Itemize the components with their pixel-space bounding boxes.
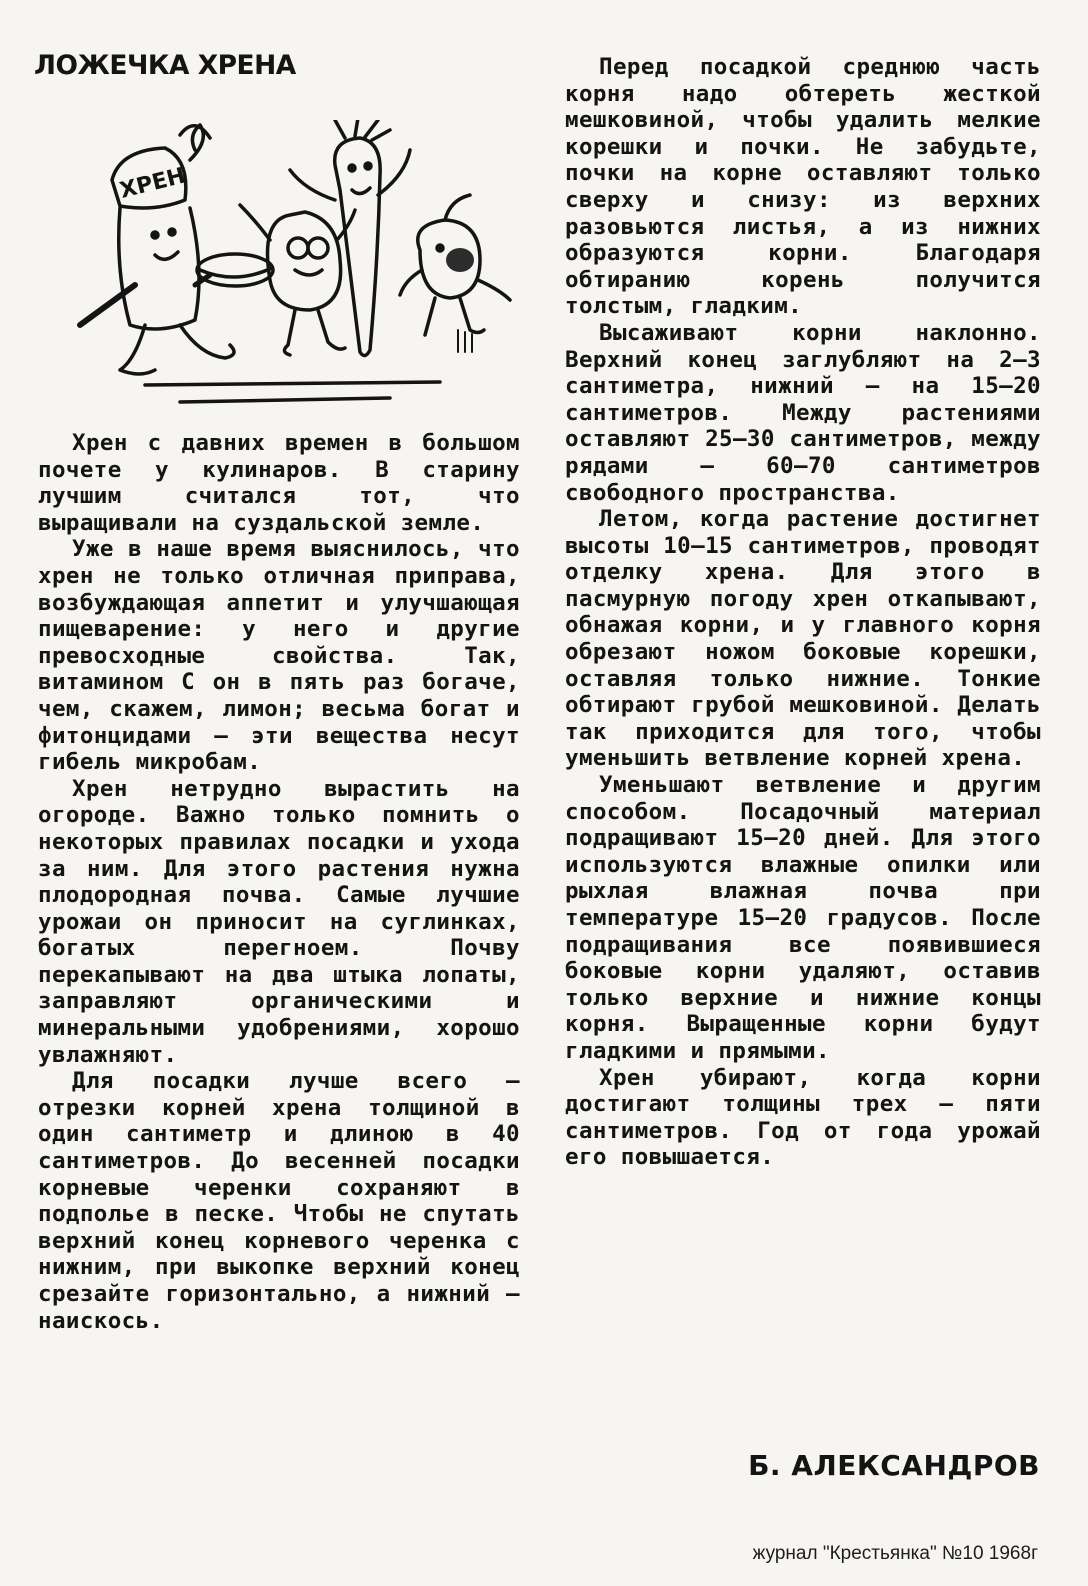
illustration-label: ХРЕН [117,163,189,204]
author-signature: Б. АЛЕКСАНДРОВ [748,1449,1040,1482]
left-column [38,430,520,1334]
spoon-bowl-icon [197,254,273,286]
paragraph: Хрен убирают, когда корни достигают толщины трех — пяти сантиметров. Год от года урожай его повышается. [565,1064,1041,1171]
chef-body-icon [119,208,199,329]
paragraph: Уменьшают ветвление и другим способом. Посадочный материал подращивают 15—20 дней. Для этого используются влажные опилки или рыхлая влажная почва при температуре 15—20 градусов. После подращивания все появившиеся боковые корни удаляют, оставив только верхние и нижние концы корня. Выращенные корни будут гладкими и прямыми. [565,772,1041,1064]
paragraph: Летом, когда растение достигнет высоты 10—15 сантиметров, проводят отделку хрена. Для этого в пасмурную погоду хрен откапывают, обнажая корни, и у главного корня обрезают ножом боковые корешки, оставляя только нижние. Тонкие обтирают грубой мешковиной. Делать так приходится для того, чтобы уменьшить ветвление корней хрена. [565,506,1041,772]
source-caption: журнал "Крестьянка" №10 1968г [752,1543,1038,1564]
paragraph: Высаживают корни наклонно. Верхний конец заглубляют на 2—3 сантиметра, нижний — на 15—20 сантиметров. Между растениями оставляют 25—30 сантиметров, между рядами — 60—70 сантиметров свободного пространства. [565,319,1041,506]
right-column [565,54,1041,1171]
paragraph: Для посадки лучше всего — отрезки корней хрена толщиной в один сантиметр и длиною в 40 сантиметров. До весенней посадки корневые черенки сохраняют в подполье в песке. Чтобы не спутать верхний конец корневого черенка с нижним, при выкопке верхний конец срезайте горизонтально, а нижний — наискось. [38,1068,520,1334]
paragraph: Перед посадкой среднюю часть корня надо обтереть жесткой мешковиной, чтобы удалить мелкие корешки и почки. Не забудьте, почки на корне оставляют только сверху и снизу: из верхних разовьются листья, а из нижних образуются корни. Благодаря обтиранию корень получится толстым, гладким. [565,54,1041,320]
ground-line [145,382,440,385]
potato-character-icon [268,212,341,310]
paragraph: Хрен нетрудно вырастить на огороде. Важно только помнить о некоторых правилах посадки и ухода за ним. Для этого растения нужна плодородная почва. Самые лучшие урожаи он приносит на суглинках, богатых перегноем. Почву перекапывают на два штыка лопаты, заправляют органическими и минеральными удобрениями, хорошо увлажняют. [38,775,520,1068]
paragraph: Уже в наше время выяснилось, что хрен не только отличная приправа, возбуждающая аппетит и улучшающая пищеварение: у него и другие превосходные свойства. Так, витамином С он в пять раз богаче, чем, скажем, лимон; весьма богат и фитонцидами — эти вещества несут гибель микробам. [38,536,520,776]
ground-line-2 [180,398,390,402]
article-title: ЛОЖЕЧКА ХРЕНА [34,50,296,81]
paragraph: Хрен с давних времен в большом почете у кулинаров. В старину лучшим считался тот, что выращивали на суздальской земле. [38,430,520,536]
cartoon-vegetables-illustration [60,120,530,420]
carrot-character-icon [335,138,380,356]
